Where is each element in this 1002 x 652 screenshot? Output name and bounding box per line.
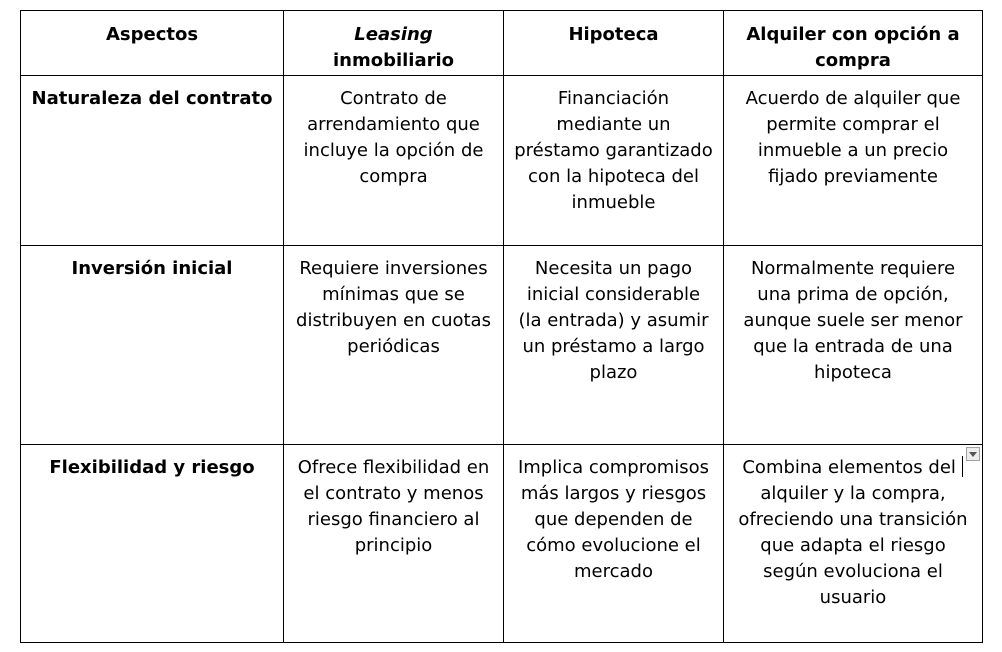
mortgage-cell[interactable]: Necesita un pago inicial considerable (la entrada) y asumir un préstamo a largo plazo <box>504 246 724 445</box>
text-caret <box>962 456 963 477</box>
row-aspect-cell[interactable]: Flexibilidad y riesgo <box>21 445 284 643</box>
header-aspect[interactable]: Aspectos <box>21 11 284 76</box>
mortgage-cell[interactable]: Financiación mediante un préstamo garantizado con la hipoteca del inmueble <box>504 76 724 246</box>
header-mortgage[interactable]: Hipoteca <box>504 11 724 76</box>
header-leasing-italic: Leasing <box>354 24 433 45</box>
leasing-cell[interactable]: Ofrece flexibilidad en el contrato y menos riesgo financiero al principio <box>284 445 504 643</box>
chevron-down-icon[interactable] <box>966 447 980 461</box>
rent-to-own-cell-active[interactable] <box>724 445 983 643</box>
leasing-cell[interactable]: Contrato de arrendamiento que incluye la opción de compra <box>284 76 504 246</box>
header-leasing-rest: inmobiliario <box>332 50 455 71</box>
cell-text-after-caret: alquiler y la compra, ofreciendo una transición que adapta el riesgo según evoluciona el usuario <box>738 483 968 608</box>
table-row <box>21 246 983 445</box>
comparison-table <box>20 10 983 643</box>
row-aspect-cell[interactable]: Naturaleza del contrato <box>21 76 284 246</box>
table-header-row <box>21 11 983 76</box>
table-row <box>21 76 983 246</box>
header-rent-to-own[interactable]: Alquiler con opción a compra <box>724 11 983 76</box>
row-aspect-cell[interactable]: Inversión inicial <box>21 246 284 445</box>
rent-to-own-cell[interactable]: Normalmente requiere una prima de opción, aunque suele ser menor que la entrada de una hipoteca <box>724 246 983 445</box>
cell-text-before-caret: Combina elementos del <box>742 457 962 478</box>
leasing-cell[interactable]: Requiere inversiones mínimas que se distribuyen en cuotas periódicas <box>284 246 504 445</box>
rent-to-own-cell[interactable]: Acuerdo de alquiler que permite comprar el inmueble a un precio fijado previamente <box>724 76 983 246</box>
header-leasing[interactable] <box>284 11 504 76</box>
mortgage-cell[interactable]: Implica compromisos más largos y riesgos que dependen de cómo evolucione el mercado <box>504 445 724 643</box>
table-row <box>21 445 983 643</box>
